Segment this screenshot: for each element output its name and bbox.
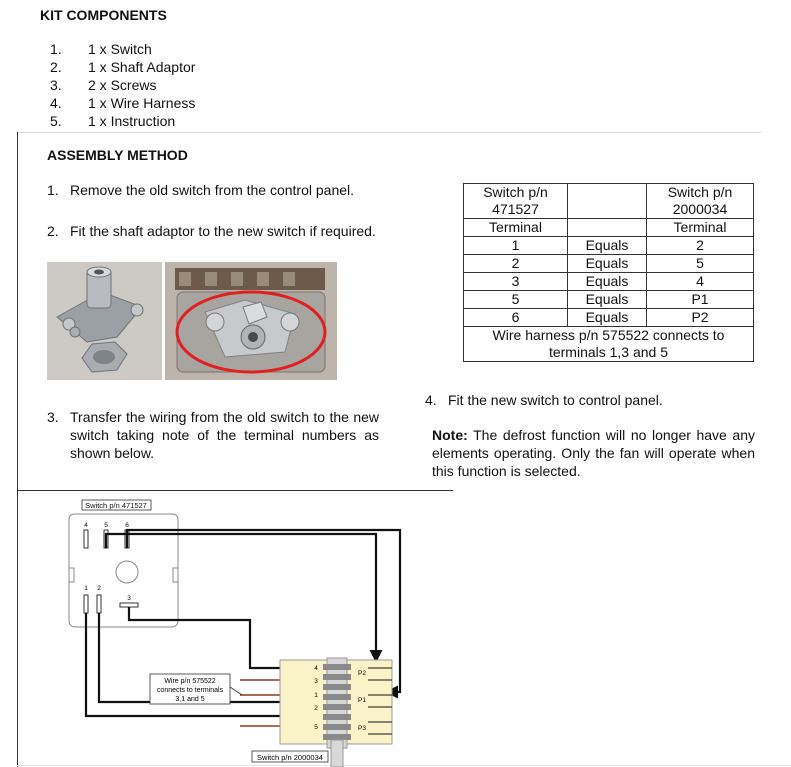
old-terminal-1 (84, 595, 88, 613)
assembly-step (47, 222, 379, 240)
section-divider (17, 132, 761, 133)
table-cell-equals: Equals (568, 291, 647, 309)
list-item-number: 2. (50, 59, 62, 75)
table-footer: Wire harness p/n 575522 connects to terminals 1,3 and 5 (464, 327, 754, 362)
table-cell-equals: Equals (568, 255, 647, 273)
new-terminal-label: P3 (358, 725, 366, 732)
step-number: 2. (47, 223, 59, 239)
new-switch-shaft (331, 740, 343, 767)
step-text: Transfer the wiring from the old switch to the new switch taking note of the terminal numbers as shown below. (70, 409, 379, 461)
harness-label-pointer (230, 687, 242, 695)
note-text: The defrost function will no longer have any elements operating. Only the fan will operate when this function is selected. (432, 427, 755, 479)
old-terminal-label: 4 (84, 522, 88, 529)
table-cell-old: 2 (464, 255, 568, 273)
wiring-diagram (0, 490, 420, 767)
old-terminal-3 (120, 603, 138, 607)
shaft-adaptor-photo (47, 262, 162, 380)
old-switch-shaft-hole (116, 561, 138, 583)
table-cell-new: 4 (647, 273, 754, 291)
list-item (50, 94, 195, 112)
table-cell-old: 3 (464, 273, 568, 291)
new-terminal-label: 4 (314, 665, 318, 672)
step-text: Fit the shaft adaptor to the new switch if required. (70, 223, 376, 239)
assembly-step (47, 181, 379, 199)
old-terminal-label: 1 (84, 585, 88, 592)
table-row (464, 291, 754, 309)
old-terminal-label: 3 (127, 595, 131, 602)
old-terminal-2 (97, 595, 101, 613)
old-terminal-label: 5 (104, 522, 108, 529)
table-cell-old: 1 (464, 237, 568, 255)
list-item-text: 1 x Shaft Adaptor (88, 59, 196, 75)
table-cell-equals: Equals (568, 273, 647, 291)
list-item (50, 40, 195, 58)
old-terminal-label: 2 (97, 585, 101, 592)
table-cell-new: 5 (647, 255, 754, 273)
terminal-table (463, 183, 754, 362)
old-terminal-label: 6 (125, 522, 129, 529)
table-header-terminal: Terminal (464, 219, 568, 237)
table-cell-equals: Equals (568, 237, 647, 255)
table-row (464, 309, 754, 327)
harness-label-line2: connects to terminals (156, 687, 224, 694)
table-row (464, 273, 754, 291)
harness-label-line3: 3,1 and 5 (175, 696, 205, 703)
new-terminal-label: 3 (314, 678, 318, 685)
list-item-text: 1 x Instruction (88, 113, 176, 129)
assembly-step (47, 408, 379, 462)
table-header-blank (568, 184, 647, 219)
table-header-blank (568, 219, 647, 237)
kit-heading: KIT COMPONENTS (40, 7, 167, 23)
list-item (50, 76, 195, 94)
table-cell-new: P1 (647, 291, 754, 309)
old-switch-notch-right (173, 568, 178, 582)
list-item-text: 1 x Wire Harness (88, 95, 196, 111)
new-terminal-label: P1 (358, 697, 366, 704)
old-switch-label: Switch p/n 471527 (85, 501, 147, 510)
new-terminal-label: 2 (314, 705, 318, 712)
step-number: 4. (425, 392, 437, 408)
list-item-text: 2 x Screws (88, 77, 157, 93)
list-item-number: 1. (50, 41, 62, 57)
new-terminal-label: 1 (314, 692, 318, 699)
table-row (464, 255, 754, 273)
step-text: Fit the new switch to control panel. (448, 392, 663, 408)
step-text: Remove the old switch from the control panel. (70, 182, 355, 198)
list-item (50, 58, 195, 76)
table-header-old-switch: Switch p/n 471527 (464, 184, 568, 219)
list-item-text: 1 x Switch (88, 41, 152, 57)
shaft-adaptor-illustration (47, 262, 162, 380)
table-cell-old: 6 (464, 309, 568, 327)
table-header-terminal: Terminal (647, 219, 754, 237)
switch-photo (165, 262, 337, 380)
table-cell-new: P2 (647, 309, 754, 327)
step-number: 1. (47, 182, 59, 198)
table-cell-equals: Equals (568, 309, 647, 327)
table-header-new-switch: Switch p/n 2000034 (647, 184, 754, 219)
table-cell-old: 5 (464, 291, 568, 309)
harness-label-line1: Wire p/n 575522 (164, 678, 216, 685)
list-item-number: 5. (50, 113, 62, 129)
assembly-heading: ASSEMBLY METHOD (47, 147, 188, 163)
step-number: 3. (47, 409, 59, 425)
new-terminal-label: 5 (314, 724, 318, 731)
terminal-table-wrapper (463, 183, 754, 362)
list-item-number: 3. (50, 77, 62, 93)
kit-list (50, 40, 195, 130)
table-row (464, 237, 754, 255)
old-terminal-4 (84, 530, 88, 548)
note-label: Note: (432, 427, 468, 443)
assembly-step (425, 391, 765, 409)
table-cell-new: 2 (647, 237, 754, 255)
new-switch-label: Switch p/n 2000034 (257, 753, 323, 762)
new-terminal-label: P2 (358, 670, 366, 677)
old-switch-notch-left (69, 568, 74, 582)
list-item-number: 4. (50, 95, 62, 111)
section-border-left (17, 132, 18, 492)
switch-illustration (165, 262, 337, 380)
note-paragraph (432, 426, 755, 480)
list-item (50, 112, 195, 130)
